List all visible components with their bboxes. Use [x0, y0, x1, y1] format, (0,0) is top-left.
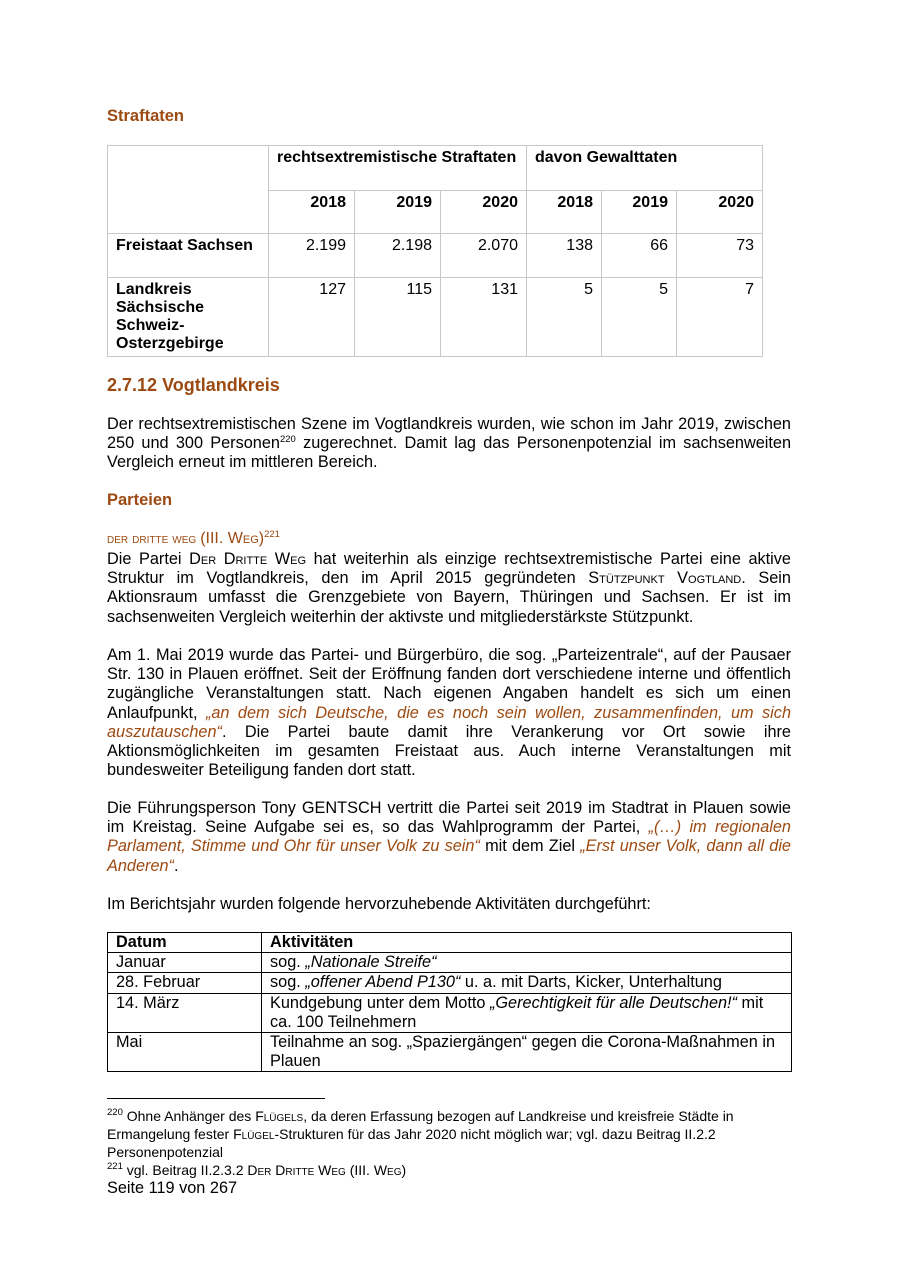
footnote-text: Ohne Anhänger des [122, 1108, 256, 1124]
activities-table [107, 932, 792, 1072]
section-title: Vogtlandkreis [162, 375, 280, 395]
activity-text [262, 993, 792, 1032]
para-text: Am 1. Mai 2019 wurde das Partei- und Bürgerbüro, die sog. „Parteizentrale“, auf der Pausaer Str. 130 in Plauen eröffnet. Seit der Eröffnung fanden dort verschiedene interne und öffentlich zugängliche Veranstaltungen statt. Nach eigenen Angaben handelt es sich um einen Anlaufpunkt, [107, 646, 791, 722]
para-text: . [173, 856, 179, 875]
straftaten-heading: Straftaten [107, 107, 185, 125]
table-row [108, 953, 792, 973]
activity-text [262, 953, 792, 973]
section-number: 2.7.12 [107, 375, 158, 395]
party-name: der dritte weg [107, 531, 197, 547]
row-label: Landkreis Sächsische Schweiz-Osterzgebirge [108, 278, 269, 357]
party-paragraph-1 [107, 550, 791, 627]
activity-text-part: u. a. mit Darts, Kicker, Unterhaltung [460, 973, 722, 992]
page-number: Seite 119 von 267 [107, 1179, 238, 1197]
activity-text [262, 973, 792, 993]
table-cell: 115 [355, 278, 441, 357]
table-cell: 5 [602, 278, 677, 357]
footnote-text: , da deren Erfassung bezogen auf Landkreise und kreisfreie Städte in Ermangelung fester [107, 1108, 734, 1142]
table-cell: 66 [602, 234, 677, 278]
year-header: 2018 [269, 191, 355, 234]
activity-text-part: mit ca. 100 Teilnehmern [270, 993, 764, 1031]
activity-text-part: Kundgebung unter dem Motto [270, 993, 490, 1012]
activity-text [262, 1033, 792, 1072]
year-header: 2019 [602, 191, 677, 234]
activity-text-part: sog. [270, 953, 306, 972]
party-paragraph-3 [107, 799, 791, 876]
party-heading [107, 530, 280, 548]
row-label: Freistaat Sachsen [108, 234, 269, 278]
para-text: Die Führungsperson Tony GENTSCH vertritt die Partei seit 2019 im Stadtrat in Plauen sowie im Kreistag. Seine Aufgabe sei es, so das Wahlprogramm der Partei, [107, 799, 791, 837]
year-header: 2020 [441, 191, 527, 234]
footnote-text: vgl. Beitrag II.2.3.2 [122, 1162, 248, 1178]
year-header: 2018 [527, 191, 602, 234]
party-abbr: (III. Weg) [200, 530, 265, 547]
footnote-text: Flügels [255, 1108, 304, 1124]
table-cell: 138 [527, 234, 602, 278]
quote: „an dem sich Deutsche, die es noch sein wollen, zusammenfinden, um sich auszutauschen“ [107, 703, 791, 741]
footnote-text: (III. Weg) [345, 1162, 407, 1178]
straftaten-table [107, 145, 763, 357]
group-header-gewalt: davon Gewalttaten [527, 146, 763, 191]
party-name-inline: Der Dritte Weg [189, 550, 307, 568]
activity-emphasis: „Nationale Streife“ [305, 953, 437, 972]
footnote-221 [107, 1161, 807, 1179]
activity-date: 14. März [108, 993, 262, 1032]
table-cell: 131 [441, 278, 527, 357]
table-cell: 5 [527, 278, 602, 357]
activity-text-part: Teilnahme an sog. „Spaziergängen“ gegen die Corona-Maßnahmen in Plauen [270, 1033, 776, 1071]
table-cell: 2.070 [441, 234, 527, 278]
footnote-number: 221 [107, 1161, 123, 1172]
year-header: 2020 [677, 191, 763, 234]
table-cell: 7 [677, 278, 763, 357]
para-text: hat weiterhin als einzige rechtsextremistische Partei eine aktive Struktur im Vogtlandkreis, den im April 2015 gegründeten [107, 550, 791, 588]
quote: „(…) im regionalen Parlament, Stimme und Ohr für unser Volk zu sein“ [107, 818, 791, 856]
table-cell: 2.198 [355, 234, 441, 278]
section-heading [107, 375, 280, 396]
table-row [108, 1033, 792, 1072]
para-text: mit dem Ziel [479, 837, 581, 856]
footnote-text: Flügel [233, 1126, 275, 1142]
activity-emphasis: „Gerechtigkeit für alle Deutschen!“ [489, 993, 737, 1012]
table-row [108, 234, 763, 278]
stuetzpunkt-name: Stützpunkt Vogtland [588, 569, 742, 588]
group-header-rechts: rechtsextremistische Straftaten [269, 146, 527, 191]
footnote-text: -Strukturen für das Jahr 2020 nicht möglich war; vgl. dazu Beitrag II.2.2 Personenpotenzial [107, 1126, 716, 1160]
activity-date: Januar [108, 953, 262, 973]
intro-text: zugerechnet. Damit lag das Personenpotenzial im sachsenweiten Vergleich erneut im mittleren Bereich. [107, 434, 792, 472]
parteien-heading: Parteien [107, 491, 173, 509]
para-text: . Die Partei baute damit ihre Verankerung vor Ort sowie ihre Aktionsmöglichkeiten im gesamten Freistaat aus. Auch interne Veranstaltungen mit bundesweiter Beteiligung fanden dort statt. [107, 722, 791, 780]
footnote-ref: 220 [279, 434, 296, 446]
intro-text: Der rechtsextremistischen Szene im Vogtlandkreis wurden, wie schon im Jahr 2019, zwischen 250 und 300 Personen [107, 415, 791, 453]
table-row [108, 973, 792, 993]
table-row [108, 993, 792, 1032]
column-header-activities: Aktivitäten [262, 933, 792, 953]
table-cell: 127 [269, 278, 355, 357]
footnote-number: 220 [107, 1107, 123, 1118]
footnote-ref: 221 [264, 529, 280, 540]
table-row [108, 278, 763, 357]
footnote-220 [107, 1107, 807, 1161]
year-header: 2019 [355, 191, 441, 234]
party-paragraph-2 [107, 646, 791, 780]
para-text: Die Partei [107, 550, 190, 568]
activity-text-part: sog. [270, 973, 306, 992]
quote: „Erst unser Volk, dann all die Anderen“ [107, 837, 791, 875]
activity-emphasis: „offener Abend P130“ [305, 973, 461, 992]
table-cell: 2.199 [269, 234, 355, 278]
activity-date: 28. Februar [108, 973, 262, 993]
footnote-text: Der Dritte Weg [247, 1162, 346, 1178]
table-corner-cell [108, 146, 269, 234]
intro-paragraph [107, 415, 791, 473]
para-text: . Sein Aktionsraum umfasst die Grenzgebiete von Bayern, Thüringen und Sachsen. Er ist im sachsenweiten Vergleich weiterhin der aktivste und mitgliederstärkste Stützpunkt. [107, 569, 791, 626]
footnote-separator [107, 1098, 325, 1099]
activities-intro: Im Berichtsjahr wurden folgende hervorzuhebende Aktivitäten durchgeführt: [107, 895, 651, 913]
table-cell: 73 [677, 234, 763, 278]
column-header-date: Datum [108, 933, 262, 953]
activity-date: Mai [108, 1033, 262, 1072]
